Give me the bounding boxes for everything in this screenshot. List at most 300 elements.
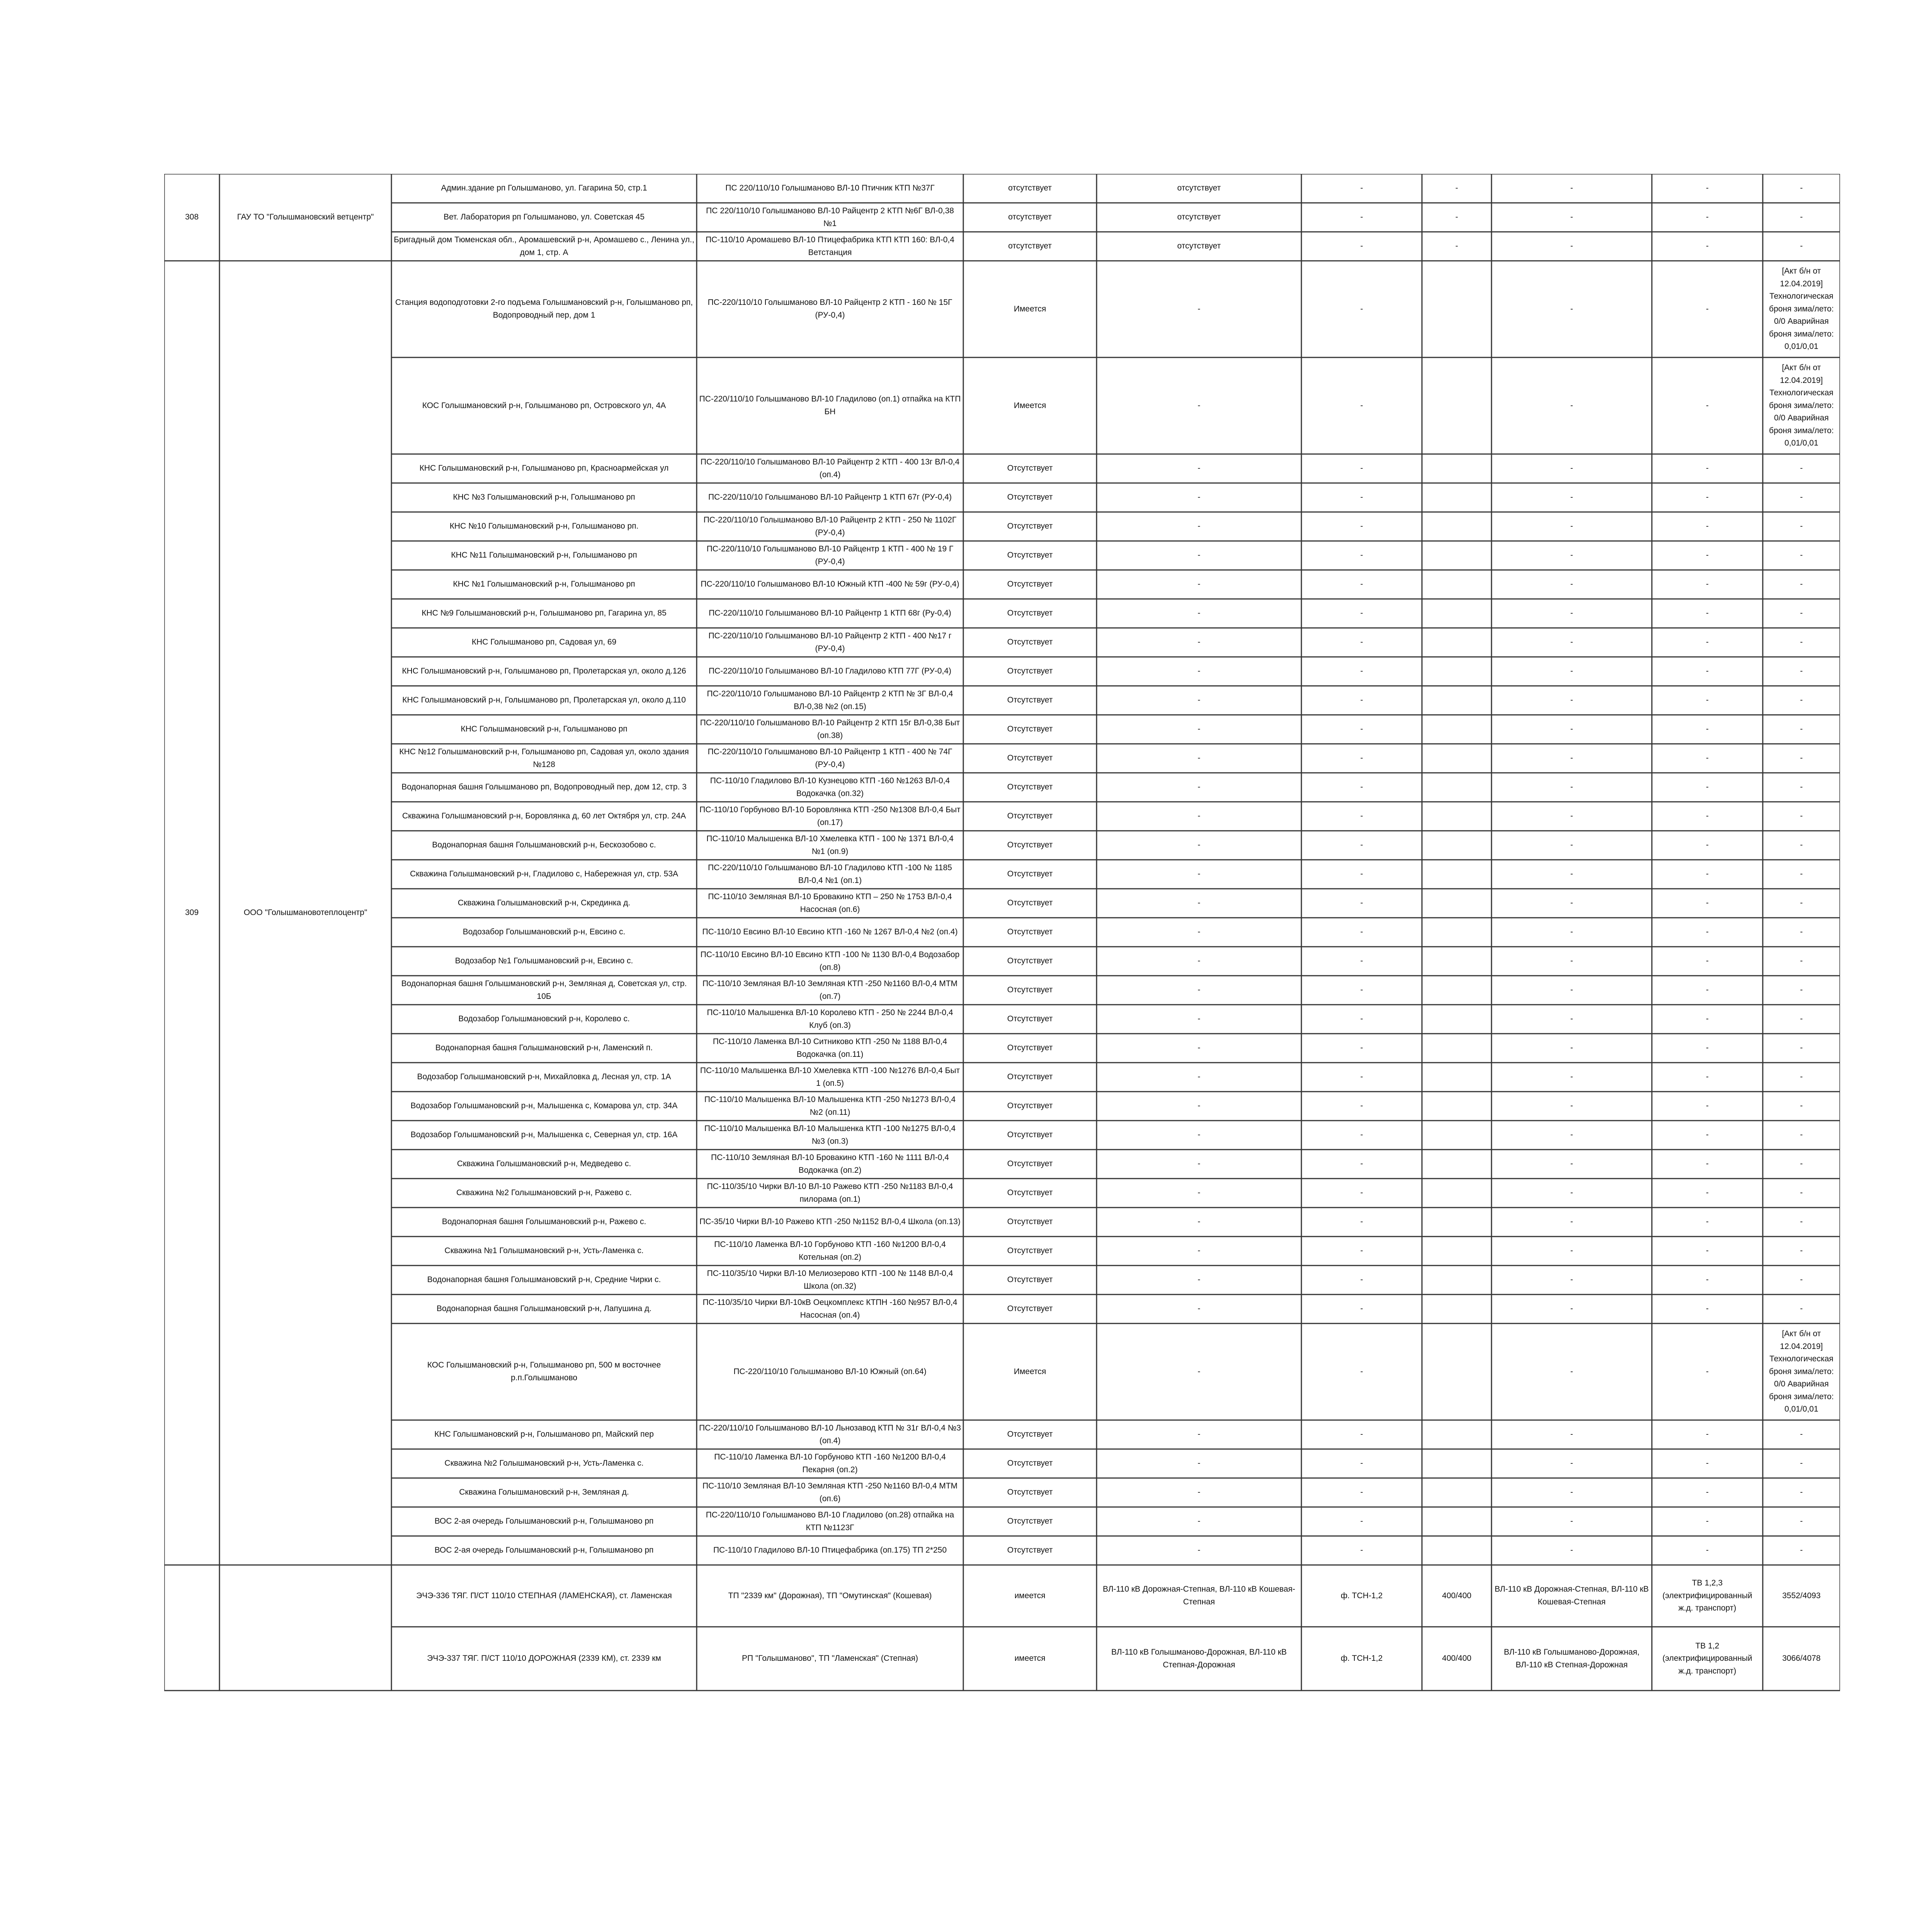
- backup-line2-cell: -: [1570, 551, 1573, 560]
- backup-source-cell: Отсутствует: [1007, 754, 1053, 763]
- object-address-cell: Водозабор Голышмановский р-н, Михайловка д, Лесная ул, стр. 1А: [417, 1072, 671, 1082]
- object-address-cell: КНС Голышмановский р-н, Голышманово рп: [461, 725, 628, 734]
- feeder-cell: -: [1360, 1014, 1363, 1024]
- supply-source-cell: ПС-110/10 Малышенка ВЛ-10 Королево КТП - 250 № 2244 ВЛ-0,4 Клуб (оп.3): [707, 1008, 953, 1030]
- feeder-cell: -: [1360, 956, 1363, 966]
- backup-line2-cell: -: [1570, 580, 1573, 589]
- power-cell: [1422, 686, 1492, 715]
- object-address-cell: Скважина Голышмановский р-н, Скрединка д.: [457, 898, 631, 908]
- backup-line2-cell: -: [1570, 1130, 1573, 1140]
- backup-line-cell: -: [1197, 638, 1201, 647]
- object-address-cell: КНС Голышманово рп, Садовая ул, 69: [471, 638, 617, 647]
- consumer-category-cell: -: [1706, 1246, 1709, 1255]
- supply-source-cell: ПС-110/35/10 Чирки ВЛ-10кВ Оецкомплекс КТПН -160 №957 ВЛ-0,4 Насосная (оп.4): [702, 1298, 957, 1320]
- consumer-category-cell: -: [1706, 1188, 1709, 1197]
- backup-line2-cell: -: [1570, 782, 1573, 792]
- object-address-cell: Водозабор Голышмановский р-н, Евсино с.: [463, 927, 626, 937]
- power-cell: [1422, 715, 1492, 744]
- backup-line2-cell: -: [1570, 522, 1573, 531]
- object-address-cell: Скважина №1 Голышмановский р-н, Усть-Ламенка с.: [444, 1246, 644, 1255]
- backup-line2-cell: -: [1570, 1546, 1573, 1555]
- reserve-cell: -: [1800, 1517, 1803, 1526]
- consumer-category-cell: -: [1706, 927, 1709, 937]
- backup-source-cell: Отсутствует: [1007, 927, 1053, 937]
- backup-line2-cell: -: [1570, 869, 1573, 879]
- backup-line2-cell: -: [1570, 1072, 1573, 1082]
- power-cell: -: [1455, 242, 1458, 251]
- backup-line-cell: -: [1197, 1072, 1201, 1082]
- reserve-cell: -: [1800, 1072, 1803, 1082]
- backup-line2-cell: -: [1570, 638, 1573, 647]
- consumer-category-cell: -: [1706, 464, 1709, 473]
- consumer-category-cell: -: [1706, 667, 1709, 676]
- feeder-cell: -: [1360, 1159, 1363, 1169]
- consumer-category-cell: -: [1706, 782, 1709, 792]
- backup-line2-cell: -: [1570, 304, 1573, 313]
- supply-source-cell: ПС-220/110/10 Голышманово ВЛ-10 Райцентр 1 КТП 68г (Ру-0,4): [709, 609, 951, 618]
- consumer-category-cell: -: [1706, 840, 1709, 850]
- feeder-cell: -: [1360, 580, 1363, 589]
- consumer-category-cell: -: [1706, 754, 1709, 763]
- backup-line2-cell: -: [1570, 898, 1573, 908]
- object-address-cell: Бригадный дом Тюменская обл., Аромашевский р-н, Аромашево с., Ленина ул., дом 1, стр. А: [394, 235, 694, 257]
- power-cell: [1422, 1507, 1492, 1536]
- backup-line-cell: -: [1197, 304, 1201, 313]
- backup-line-cell: -: [1197, 782, 1201, 792]
- backup-line2-cell: -: [1570, 1488, 1573, 1497]
- backup-source-cell: отсутствует: [1008, 213, 1052, 222]
- object-address-cell: Скважина Голышмановский р-н, Боровлянка д, 60 лет Октября ул, стр. 24А: [402, 811, 686, 821]
- backup-line2-cell: -: [1570, 1043, 1573, 1053]
- object-address-cell: КНС №12 Голышмановский р-н, Голышманово рп, Садовая ул, около здания №128: [399, 747, 689, 769]
- backup-line-cell: -: [1197, 1188, 1201, 1197]
- feeder-cell: -: [1360, 667, 1363, 676]
- backup-line-cell: -: [1197, 522, 1201, 531]
- consumer-category-cell: -: [1706, 1014, 1709, 1024]
- backup-line-cell: отсутствует: [1177, 242, 1221, 251]
- consumer-category-cell: -: [1706, 1488, 1709, 1497]
- power-cell: [1422, 918, 1492, 947]
- reserve-cell: 3066/4078: [1782, 1654, 1821, 1663]
- consumer-category-cell: -: [1706, 1072, 1709, 1082]
- object-address-cell: Скважина №2 Голышмановский р-н, Ражево с.: [456, 1188, 632, 1197]
- backup-line-cell: -: [1197, 927, 1201, 937]
- backup-source-cell: Отсутствует: [1007, 1072, 1053, 1082]
- supply-source-cell: ПС-110/10 Евсино ВЛ-10 Евсино КТП -160 № 1267 ВЛ-0,4 №2 (оп.4): [702, 927, 958, 937]
- backup-line2-cell: -: [1570, 1430, 1573, 1439]
- consumer-category-cell: -: [1706, 1275, 1709, 1284]
- consumer-category-cell: -: [1706, 1043, 1709, 1053]
- backup-line-cell: ВЛ-110 кВ Дорожная-Степная, ВЛ-110 кВ Кошевая-Степная: [1102, 1585, 1296, 1606]
- consumer-category-cell: -: [1706, 493, 1709, 502]
- feeder-cell: -: [1360, 1430, 1363, 1439]
- backup-line2-cell: -: [1570, 1517, 1573, 1526]
- reserve-cell: -: [1800, 522, 1803, 531]
- backup-source-cell: Отсутствует: [1007, 667, 1053, 676]
- object-address-cell: Водонапорная башня Голышмановский р-н, Ламенский п.: [435, 1043, 653, 1053]
- supply-source-cell: ПС-220/110/10 Голышманово ВЛ-10 Гладилово КТП 77Г (РУ-0,4): [709, 667, 951, 676]
- backup-line2-cell: -: [1570, 1246, 1573, 1255]
- backup-source-cell: Отсутствует: [1007, 609, 1053, 618]
- feeder-cell: -: [1360, 1367, 1363, 1376]
- supply-source-cell: ПС-220/110/10 Голышманово ВЛ-10 Райцентр 2 КТП - 400 13г ВЛ-0,4 (оп.4): [700, 457, 960, 479]
- consumer-category-cell: -: [1706, 213, 1709, 222]
- backup-line-cell: -: [1197, 1043, 1201, 1053]
- feeder-cell: -: [1360, 1304, 1363, 1313]
- feeder-cell: -: [1360, 1546, 1363, 1555]
- object-address-cell: КОС Голышмановский р-н, Голышманово рп, Островского ул, 4А: [422, 401, 666, 410]
- consumer-category-cell: -: [1706, 1546, 1709, 1555]
- backup-line-cell: -: [1197, 1246, 1201, 1255]
- backup-line2-cell: -: [1570, 1159, 1573, 1169]
- reserve-cell: -: [1800, 811, 1803, 821]
- power-cell: [1422, 1034, 1492, 1063]
- backup-source-cell: имеется: [1014, 1654, 1046, 1663]
- supply-source-cell: ПС-35/10 Чирки ВЛ-10 Ражево КТП -250 №1152 ВЛ-0,4 Школа (оп.13): [699, 1217, 961, 1226]
- reserve-cell: -: [1800, 1159, 1803, 1169]
- feeder-cell: -: [1360, 213, 1363, 222]
- backup-line2-cell: -: [1570, 927, 1573, 937]
- reserve-cell: -: [1800, 580, 1803, 589]
- reserve-cell: -: [1800, 754, 1803, 763]
- feeder-cell: -: [1360, 184, 1363, 193]
- power-cell: [1422, 1420, 1492, 1449]
- power-cell: [1422, 1092, 1492, 1121]
- reserve-cell: -: [1800, 1101, 1803, 1111]
- object-address-cell: Водонапорная башня Голышмановский р-н, Ражево с.: [442, 1217, 646, 1226]
- feeder-cell: -: [1360, 754, 1363, 763]
- reserve-cell: -: [1800, 493, 1803, 502]
- backup-source-cell: Отсутствует: [1007, 1217, 1053, 1226]
- power-cell: [1422, 541, 1492, 570]
- backup-source-cell: Отсутствует: [1007, 493, 1053, 502]
- backup-line2-cell: -: [1570, 1217, 1573, 1226]
- power-cell: [1422, 1323, 1492, 1420]
- backup-source-cell: Отсутствует: [1007, 1188, 1053, 1197]
- consumer-category-cell: -: [1706, 869, 1709, 879]
- object-address-cell: КНС №1 Голышмановский р-н, Голышманово рп: [453, 580, 635, 589]
- document-sheet: [164, 174, 1840, 1697]
- object-address-cell: Водозабор Голышмановский р-н, Малышенка с, Комарова ул, стр. 34А: [410, 1101, 678, 1111]
- consumer-category-cell: -: [1706, 811, 1709, 821]
- reserve-cell: -: [1800, 242, 1803, 251]
- backup-source-cell: Отсутствует: [1007, 580, 1053, 589]
- supply-source-cell: ПС-110/10 Малышенка ВЛ-10 Малышенка КТП -250 №1273 ВЛ-0,4 №2 (оп.11): [704, 1095, 956, 1117]
- backup-line2-cell: -: [1570, 985, 1573, 995]
- reserve-cell: -: [1800, 1459, 1803, 1468]
- power-cell: [1422, 1449, 1492, 1478]
- reserve-cell: -: [1800, 184, 1803, 193]
- backup-source-cell: Отсутствует: [1007, 1246, 1053, 1255]
- object-address-cell: Водонапорная башня Голышмановский р-н, Земляная д, Советская ул, стр. 10Б: [401, 979, 687, 1001]
- power-cell: [1422, 1150, 1492, 1179]
- feeder-cell: ф. ТСН-1,2: [1340, 1654, 1383, 1663]
- power-cell: [1422, 599, 1492, 628]
- feeder-cell: -: [1360, 898, 1363, 908]
- supply-source-cell: ПС-220/110/10 Голышманово ВЛ-10 Льнозавод КТП № 31г ВЛ-0,4 №3 (оп.4): [699, 1423, 961, 1445]
- power-cell: [1422, 454, 1492, 483]
- consumer-category-cell: -: [1706, 1159, 1709, 1169]
- object-address-cell: КНС №10 Голышмановский р-н, Голышманово рп.: [449, 522, 639, 531]
- object-address-cell: Водозабор №1 Голышмановский р-н, Евсино с.: [455, 956, 633, 966]
- power-cell: -: [1455, 184, 1458, 193]
- backup-line-cell: ВЛ-110 кВ Голышманово-Дорожная, ВЛ-110 кВ Степная-Дорожная: [1111, 1647, 1287, 1669]
- backup-line-cell: -: [1197, 1101, 1201, 1111]
- consumer-category-cell: -: [1706, 956, 1709, 966]
- consumer-category-cell: -: [1706, 1367, 1709, 1376]
- reserve-cell: -: [1800, 985, 1803, 995]
- power-cell: [1422, 889, 1492, 918]
- backup-line2-cell: -: [1570, 1014, 1573, 1024]
- supply-source-cell: ПС-220/110/10 Голышманово ВЛ-10 Райцентр 2 КТП - 400 №17 г (РУ-0,4): [708, 631, 952, 653]
- backup-line-cell: -: [1197, 754, 1201, 763]
- backup-line-cell: -: [1197, 1430, 1201, 1439]
- reserve-cell: -: [1800, 869, 1803, 879]
- supply-source-cell: ПС-220/110/10 Голышманово ВЛ-10 Райцентр 2 КТП - 160 № 15Г (РУ-0,4): [707, 298, 952, 320]
- object-address-cell: КНС Голышмановский р-н, Голышманово рп, Пролетарская ул, около д.126: [402, 667, 686, 676]
- backup-line-cell: -: [1197, 580, 1201, 589]
- feeder-cell: -: [1360, 1130, 1363, 1140]
- feeder-cell: -: [1360, 638, 1363, 647]
- backup-line2-cell: -: [1570, 1101, 1573, 1111]
- backup-line-cell: -: [1197, 401, 1201, 410]
- object-address-cell: ВОС 2-ая очередь Голышмановский р-н, Голышманово рп: [434, 1517, 654, 1526]
- backup-line-cell: отсутствует: [1177, 184, 1221, 193]
- consumer-category-cell: -: [1706, 1130, 1709, 1140]
- supply-source-cell: ПС-110/10 Гладилово ВЛ-10 Птицефабрика (оп.175) ТП 2*250: [713, 1546, 947, 1555]
- reserve-cell: -: [1800, 1304, 1803, 1313]
- power-cell: [1422, 1179, 1492, 1208]
- backup-line2-cell: -: [1570, 1188, 1573, 1197]
- power-cell: [1422, 744, 1492, 773]
- supply-source-cell: ПС-110/10 Земляная ВЛ-10 Земляная КТП -250 №1160 ВЛ-0,4 МТМ (оп.6): [702, 1481, 958, 1503]
- consumer-category-cell: -: [1706, 1430, 1709, 1439]
- object-address-cell: Водонапорная башня Голышмановский р-н, Бескозобово с.: [432, 840, 656, 850]
- feeder-cell: -: [1360, 1101, 1363, 1111]
- backup-source-cell: Отсутствует: [1007, 1159, 1053, 1169]
- backup-source-cell: Отсутствует: [1007, 898, 1053, 908]
- reserve-cell: -: [1800, 1246, 1803, 1255]
- feeder-cell: -: [1360, 1275, 1363, 1284]
- backup-line2-cell: -: [1570, 242, 1573, 251]
- supply-source-cell: ПС-220/110/10 Голышманово ВЛ-10 Райцентр 2 КТП 15г ВЛ-0,38 Быт (оп.38): [700, 718, 960, 740]
- feeder-cell: -: [1360, 696, 1363, 705]
- backup-source-cell: отсутствует: [1008, 242, 1052, 251]
- power-cell: 400/400: [1442, 1591, 1471, 1600]
- backup-line2-cell: -: [1570, 1367, 1573, 1376]
- consumer-category-cell: ТВ 1,2 (электрифицированный ж.д. транспорт): [1662, 1641, 1752, 1675]
- backup-line-cell: -: [1197, 464, 1201, 473]
- backup-line2-cell: -: [1570, 667, 1573, 676]
- power-cell: [1422, 773, 1492, 802]
- power-cell: [1422, 1237, 1492, 1266]
- backup-line-cell: -: [1197, 840, 1201, 850]
- backup-source-cell: Отсутствует: [1007, 1304, 1053, 1313]
- reserve-cell: -: [1800, 1188, 1803, 1197]
- object-address-cell: ЭЧЭ-336 ТЯГ. П/СТ 110/10 СТЕПНАЯ (ЛАМЕНСКАЯ), ст. Ламенская: [416, 1591, 672, 1600]
- reserve-cell: -: [1800, 1217, 1803, 1226]
- backup-line-cell: -: [1197, 1517, 1201, 1526]
- feeder-cell: -: [1360, 401, 1363, 410]
- supply-source-cell: ПС-220/110/10 Голышманово ВЛ-10 Гладилово (оп.28) отпайка на КТП №1123Г: [706, 1510, 954, 1532]
- group-number-cell: 308: [185, 213, 199, 222]
- backup-line-cell: -: [1197, 667, 1201, 676]
- backup-line2-cell: -: [1570, 464, 1573, 473]
- supply-source-cell: ПС-220/110/10 Голышманово ВЛ-10 Райцентр 2 КТП № 3Г ВЛ-0,4 ВЛ-0,38 №2 (оп.15): [707, 689, 953, 711]
- backup-line-cell: -: [1197, 696, 1201, 705]
- supply-source-cell: ПС-110/10 Малышенка ВЛ-10 Малышенка КТП -100 №1275 ВЛ-0,4 №3 (оп.3): [704, 1124, 956, 1146]
- supply-source-cell: ПС-110/10 Малышенка ВЛ-10 Хмелевка КТП - 100 № 1371 ВЛ-0,4 №1 (оп.9): [706, 834, 954, 856]
- consumer-category-cell: -: [1706, 696, 1709, 705]
- power-cell: 400/400: [1442, 1654, 1471, 1663]
- backup-source-cell: Имеется: [1014, 1367, 1046, 1376]
- backup-source-cell: Отсутствует: [1007, 522, 1053, 531]
- reserve-cell: -: [1800, 898, 1803, 908]
- consumer-category-cell: -: [1706, 985, 1709, 995]
- object-address-cell: Станция водоподготовки 2-го подъема Голышмановский р-н, Голышманово рп, Водопроводный пер, дом 1: [395, 298, 693, 320]
- backup-source-cell: Отсутствует: [1007, 1459, 1053, 1468]
- consumer-category-cell: -: [1706, 1217, 1709, 1226]
- supply-source-cell: ПС-110/35/10 Чирки ВЛ-10 Мелиозерово КТП -100 № 1148 ВЛ-0,4 Школа (оп.32): [707, 1269, 953, 1291]
- backup-source-cell: Имеется: [1014, 304, 1046, 313]
- backup-line2-cell: ВЛ-110 кВ Дорожная-Степная, ВЛ-110 кВ Кошевая-Степная: [1495, 1585, 1649, 1606]
- backup-line-cell: -: [1197, 869, 1201, 879]
- object-address-cell: Водонапорная башня Голышмановский р-н, Лапушина д.: [436, 1304, 652, 1313]
- power-cell: [1422, 483, 1492, 512]
- supply-source-cell: ПС-220/110/10 Голышманово ВЛ-10 Южный (оп.64): [733, 1367, 927, 1376]
- reserve-cell: -: [1800, 1488, 1803, 1497]
- backup-line-cell: -: [1197, 1546, 1201, 1555]
- backup-source-cell: Отсутствует: [1007, 464, 1053, 473]
- object-address-cell: КНС №9 Голышмановский р-н, Голышманово рп, Гагарина ул, 85: [422, 609, 667, 618]
- backup-line-cell: -: [1197, 985, 1201, 995]
- consumer-category-cell: -: [1706, 609, 1709, 618]
- supply-source-cell: ПС-110/10 Земляная ВЛ-10 Бровакино КТП -160 № 1111 ВЛ-0,4 Водокачка (оп.2): [711, 1153, 949, 1175]
- reserve-cell: -: [1800, 840, 1803, 850]
- power-cell: [1422, 1121, 1492, 1150]
- power-cell: [1422, 947, 1492, 976]
- object-address-cell: Водонапорная башня Голышманово рп, Водопроводный пер, дом 12, стр. 3: [401, 782, 687, 792]
- reserve-cell: -: [1800, 927, 1803, 937]
- reserve-cell: -: [1800, 667, 1803, 676]
- backup-line2-cell: -: [1570, 1275, 1573, 1284]
- backup-line2-cell: -: [1570, 609, 1573, 618]
- power-cell: [1422, 1266, 1492, 1294]
- consumer-category-cell: -: [1706, 242, 1709, 251]
- power-cell: [1422, 1208, 1492, 1237]
- supply-source-cell: ПС-110/10 Земляная ВЛ-10 Бровакино КТП – 250 № 1753 ВЛ-0,4 Насосная (оп.6): [708, 892, 952, 914]
- feeder-cell: -: [1360, 1246, 1363, 1255]
- supply-source-cell: ПС-220/110/10 Голышманово ВЛ-10 Райцентр 1 КТП 67г (РУ-0,4): [708, 493, 952, 502]
- backup-line-cell: -: [1197, 1367, 1201, 1376]
- supply-source-cell: ПС-110/10 Горбуново ВЛ-10 Боровлянка КТП -250 №1308 ВЛ-0,4 Быт (оп.17): [699, 805, 961, 827]
- backup-source-cell: Отсутствует: [1007, 956, 1053, 966]
- backup-line-cell: -: [1197, 811, 1201, 821]
- consumer-category-cell: -: [1706, 1459, 1709, 1468]
- supply-source-cell: ПС-220/110/10 Голышманово ВЛ-10 Гладилово (оп.1) отпайка на КТП БН: [699, 395, 961, 416]
- backup-source-cell: Отсутствует: [1007, 725, 1053, 734]
- backup-line2-cell: -: [1570, 493, 1573, 502]
- backup-line-cell: -: [1197, 1014, 1201, 1024]
- backup-source-cell: Отсутствует: [1007, 782, 1053, 792]
- object-address-cell: Скважина Голышмановский р-н, Земляная д.: [459, 1488, 629, 1497]
- supply-source-cell: РП "Голышманово", ТП "Ламенская" (Степная): [742, 1654, 918, 1663]
- backup-source-cell: Отсутствует: [1007, 1275, 1053, 1284]
- feeder-cell: -: [1360, 464, 1363, 473]
- backup-line2-cell: -: [1570, 1459, 1573, 1468]
- power-cell: [1422, 976, 1492, 1005]
- feeder-cell: -: [1360, 493, 1363, 502]
- backup-line2-cell: -: [1570, 696, 1573, 705]
- backup-source-cell: Отсутствует: [1007, 1101, 1053, 1111]
- backup-line2-cell: -: [1570, 811, 1573, 821]
- feeder-cell: -: [1360, 782, 1363, 792]
- supply-source-cell: ПС-220/110/10 Голышманово ВЛ-10 Райцентр 1 КТП - 400 № 74Г (РУ-0,4): [707, 747, 952, 769]
- power-cell: [1422, 657, 1492, 686]
- backup-line-cell: -: [1197, 1159, 1201, 1169]
- consumer-category-cell: -: [1706, 551, 1709, 560]
- reserve-cell: -: [1800, 638, 1803, 647]
- power-cell: [1422, 1294, 1492, 1323]
- organization-name-cell: [219, 1565, 391, 1691]
- reserve-cell: [Акт б/н от 12.04.2019] Технологическая броня зима/лето: 0/0 Аварийная броня зима/лето: 0,01/0,01: [1769, 267, 1834, 351]
- supply-source-cell: ПС-110/10 Аромашево ВЛ-10 Птицефабрика КТП КТП 160: ВЛ-0,4 Ветстанция: [706, 235, 954, 257]
- reserve-cell: -: [1800, 696, 1803, 705]
- feeder-cell: ф. ТСН-1,2: [1340, 1591, 1383, 1600]
- backup-line2-cell: -: [1570, 754, 1573, 763]
- power-cell: [1422, 831, 1492, 860]
- backup-source-cell: Отсутствует: [1007, 551, 1053, 560]
- object-address-cell: Скважина Голышмановский р-н, Медведево с.: [457, 1159, 631, 1169]
- reserve-cell: -: [1800, 464, 1803, 473]
- supply-source-cell: ПС-220/110/10 Голышманово ВЛ-10 Гладилово КТП -100 № 1185 ВЛ-0,4 №1 (оп.1): [708, 863, 952, 885]
- backup-line-cell: -: [1197, 1488, 1201, 1497]
- feeder-cell: -: [1360, 811, 1363, 821]
- supply-source-cell: ПС-110/10 Малышенка ВЛ-10 Хмелевка КТП -100 №1276 ВЛ-0,4 Быт 1 (оп.5): [700, 1066, 960, 1088]
- object-address-cell: Скважина Голышмановский р-н, Гладилово с, Набережная ул, стр. 53А: [410, 869, 679, 879]
- consumer-category-cell: -: [1706, 1517, 1709, 1526]
- reserve-cell: -: [1800, 1043, 1803, 1053]
- backup-source-cell: Отсутствует: [1007, 1014, 1053, 1024]
- reserve-cell: -: [1800, 1430, 1803, 1439]
- feeder-cell: -: [1360, 927, 1363, 937]
- backup-source-cell: Отсутствует: [1007, 1488, 1053, 1497]
- reserve-cell: -: [1800, 1275, 1803, 1284]
- group-number-cell: 309: [185, 908, 199, 917]
- supply-source-cell: ПС-110/10 Ламенка ВЛ-10 Ситниково КТП -250 № 1188 ВЛ-0,4 Водокачка (оп.11): [713, 1037, 947, 1059]
- supply-source-cell: ПС-110/10 Гладилово ВЛ-10 Кузнецово КТП -160 №1263 ВЛ-0,4 Водокачка (оп.32): [710, 776, 950, 798]
- object-address-cell: Админ.здание рп Голышманово, ул. Гагарина 50, стр.1: [441, 184, 647, 193]
- supply-source-cell: ПС-110/10 Евсино ВЛ-10 Евсино КТП -100 № 1130 ВЛ-0,4 Водозабор (оп.8): [700, 950, 960, 972]
- backup-source-cell: Отсутствует: [1007, 696, 1053, 705]
- reserve-cell: -: [1800, 1130, 1803, 1140]
- backup-line-cell: отсутствует: [1177, 213, 1221, 222]
- reserve-cell: -: [1800, 1546, 1803, 1555]
- supply-source-cell: ПС 220/110/10 Голышманово ВЛ-10 Птичник КТП №37Г: [725, 184, 935, 193]
- reserve-cell: -: [1800, 725, 1803, 734]
- feeder-cell: -: [1360, 1043, 1363, 1053]
- reserve-cell: [Акт б/н от 12.04.2019] Технологическая броня зима/лето: 0/0 Аварийная броня зима/лето: 0,01/0,01: [1769, 363, 1834, 448]
- backup-source-cell: Отсутствует: [1007, 1130, 1053, 1140]
- feeder-cell: -: [1360, 1188, 1363, 1197]
- feeder-cell: -: [1360, 242, 1363, 251]
- power-cell: [1422, 802, 1492, 831]
- object-address-cell: КНС Голышмановский р-н, Голышманово рп, Пролетарская ул, около д.110: [402, 696, 686, 705]
- backup-source-cell: Отсутствует: [1007, 1043, 1053, 1053]
- feeder-cell: -: [1360, 522, 1363, 531]
- object-address-cell: КОС Голышмановский р-н, Голышманово рп, 500 м восточнее р.п.Голышманово: [427, 1361, 661, 1382]
- group-number-cell: [164, 1565, 219, 1691]
